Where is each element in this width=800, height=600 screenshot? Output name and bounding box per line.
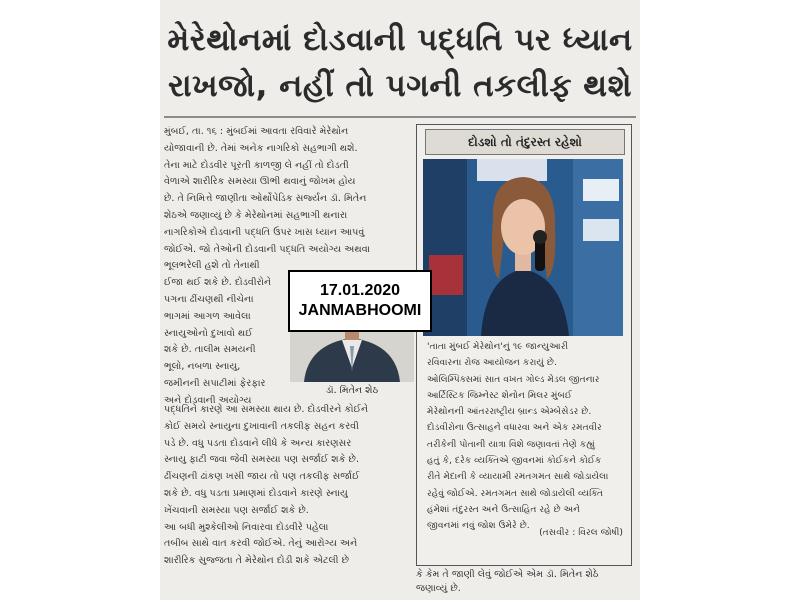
- sidebar-box: [416, 124, 632, 566]
- article-line: ખેંચવાની સમસ્યા પણ સર્જાઈ શકે છે.: [164, 504, 309, 516]
- article-line: ઈજા થઈ શકે છે. દોડવીરોને: [164, 277, 272, 289]
- box-line: 'તાતા મુંબઈ મેરેથોન'નું ૧૯ જાન્યુઆરી: [427, 341, 569, 352]
- photo-credit: (તસવીર : વિરલ જોષી): [539, 527, 623, 538]
- article-line: વેળાએ શારીરિક સમસ્યા ઊભી થવાનું જોખમ હોય: [164, 176, 356, 188]
- article-line: પદ્ધતિને કારણે આ સમસ્યા થાય છે. દોડવીરને કોઈને: [164, 404, 369, 415]
- article-line: ઢીંચણની ઢાંકણ ખસી જાય તો પણ તકલીફ સર્જાઈ: [164, 471, 360, 483]
- sidebar-box-title: દોડશો તો તંદુરસ્ત રહેશો: [425, 129, 625, 155]
- article-line: નાગરિકોએ દોડવાની પદ્ધતિ ઉપર ખાસ ધ્યાન આપવું: [164, 226, 365, 238]
- box-line: રહેવું જોઈએ. રમતગમત સાથે જોડાયેલી વ્યક્તિ: [427, 487, 604, 499]
- article-line: શારીરિક સુજ્જતા તે મેરેથોન દોડી શકે એટલી છે: [164, 555, 349, 567]
- portrait-caption: ડૉ. મિતેન શેઠ: [325, 385, 379, 396]
- article-line: આ બધી મુશ્કેલીઓ નિવારવા દોડવીરે પહેલા: [164, 521, 329, 533]
- article-line: જણાવ્યું છે.: [416, 583, 461, 594]
- article-line: અને દોડવાની અયોગ્ય: [164, 394, 252, 406]
- article-line: સ્નાયુઓનો દુખાવો થઈ: [164, 327, 253, 339]
- article-line: ભૂલો, નબળા સ્નાયુ,: [164, 361, 241, 373]
- stamp-date: 17.01.2020: [319, 282, 401, 299]
- article-line: પડે છે. વધુ પડતા દોડવાને લીધે કે અન્ય કારણસર: [164, 437, 352, 449]
- headline-line-2: રાખજો, નહીં તો પગની તકલીફ થશે: [168, 68, 632, 104]
- date-source-stamp: [288, 270, 432, 332]
- headline-divider: [164, 116, 636, 118]
- box-line: મેરેથોનની આંતરરાષ્ટ્રીય બ્રાન્ડ એમ્બેસેડર છે.: [427, 406, 592, 418]
- article-line: સ્નાયુ ફાટી જવા જેવી સમસ્યા પણ સર્જાઈ શકે છે.: [164, 454, 359, 466]
- article-line: શકે છે. વધુ પડતા પ્રમાણમાં દોડવાને કારણે સ્નાયુ: [164, 487, 348, 499]
- article-line: કોઈ સમયે સ્નાયુના દુખાવાની તકલીફ સહન કરવી: [164, 420, 359, 432]
- article-tail-column: [416, 568, 630, 596]
- box-line: હતું કે, દરેક વ્યક્તિએ જીવનમાં કોઈકને કોઈક: [427, 455, 602, 467]
- article-line: ભાગમાં આગળ આવેલા: [164, 310, 251, 322]
- article-line: પગના ઢીંચણથી નીચેના: [164, 293, 254, 305]
- ambassador-illustration: [423, 159, 623, 336]
- box-line: જીવનમાં નવું જોશ ઉમેરે છે.: [427, 520, 530, 532]
- article-line: તબીબ સાથે વાત કરવી જોઈએ. તેનું આરોગ્ય અને: [164, 538, 358, 550]
- box-line: રીતે મેદાની કે વ્યાયામી રમતગમત સાથે જોડાયેલા: [427, 471, 609, 483]
- sidebar-box-text: [427, 339, 623, 535]
- box-line: આર્ટિસ્ટિક જિમ્નેસ્ટ શેનોન મિલર મુંબઈ: [427, 389, 572, 401]
- headline-line-1: મેરેથોનમાં દોડવાની પદ્ધતિ પર ધ્યાન: [167, 22, 633, 58]
- article-line: યોજાવાની છે. તેમાં અનેક નાગરિકો સહભાગી થશે.: [164, 142, 358, 154]
- ambassador-photo: [423, 159, 623, 336]
- box-line: તરીકેની પોતાની યાત્રા વિશે જણાવતાં તેણે કહ્યું: [427, 438, 595, 450]
- box-line: હંમેશાં તંદુરસ્ત અને ઉત્સાહિત રહે છે અને: [427, 503, 581, 515]
- box-line: દોડવીરોના ઉત્સાહને વધારવા અને એક રમતવીર: [427, 422, 602, 434]
- article-line: જમીનની સપાટીમાં ફેરફાર: [164, 377, 266, 389]
- article-line: છે. તે નિમિત્તે જાણીતા ઓર્થોપેડિક સર્જ્યન ડૉ. મિતેન: [164, 193, 367, 205]
- article-line: શેઠએ જણાવ્યું છે કે મેરેથોનમાં સહભાગી થનારા: [164, 209, 348, 221]
- stamp-publication: JANMABHOOMI: [298, 302, 422, 319]
- article-line: તેના માટે દોડવીર પૂરતી કાળજી લે નહીં તો દોડતી: [164, 159, 349, 171]
- box-line: ઓલિમ્પિક્સમાં સાત વખત ગોલ્ડ મેડલ જીતનાર: [427, 373, 600, 385]
- article-line: કે કેમ તે જાણી લેવું જોઈએ એમ ડૉ. મિતેન શેઠે: [416, 569, 599, 580]
- box-line: રવિવારના રોજ આયોજન કરાયું છે.: [427, 357, 557, 369]
- article-line: શકે છે. તાલીમ સમયની: [164, 344, 256, 356]
- article-line: જોઈએ. જો તેઓની દોડવાની પદ્ધતિ અયોગ્ય અથવા: [164, 243, 371, 255]
- article-line: ભૂલભરેલી હશે તો તેનાથી: [164, 260, 260, 272]
- article-line: મુંબઈ, તા. ૧૬ : મુંબઈમાં આવતા રવિવારે મેરેથોન: [164, 126, 349, 137]
- article-bottom-column: [164, 402, 410, 570]
